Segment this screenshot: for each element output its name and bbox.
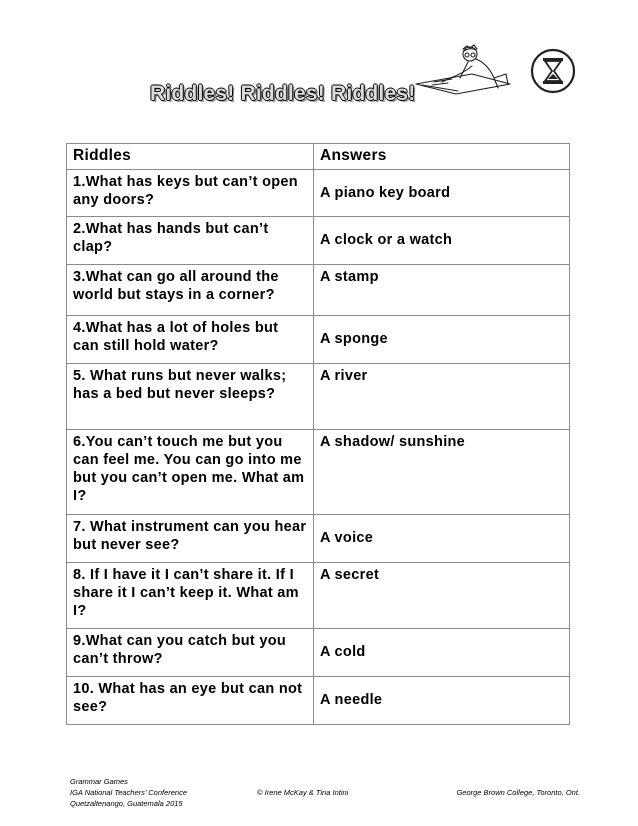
riddle-cell: 2.What has hands but can’t clap?	[67, 217, 314, 265]
riddle-cell: 1.What has keys but can’t open any doors?	[67, 170, 314, 217]
column-header-answers: Answers	[314, 144, 570, 170]
table-row	[67, 265, 570, 316]
riddle-cell: 3.What can go all around the world but stays in a corner?	[67, 265, 314, 316]
answer-cell: A stamp	[314, 265, 570, 316]
table-row	[67, 170, 570, 217]
riddle-cell: 10. What has an eye but can not see?	[67, 677, 314, 725]
answer-cell: A cold	[314, 629, 570, 677]
answer-cell: A piano key board	[314, 170, 570, 217]
table-row	[67, 677, 570, 725]
table-row	[67, 515, 570, 563]
riddle-cell: 4.What has a lot of holes but can still hold water?	[67, 316, 314, 364]
answer-cell: A shadow/ sunshine	[314, 430, 570, 515]
footer-college: George Brown College, Toronto, Ont.	[456, 788, 580, 797]
riddle-cell: 7. What instrument can you hear but never see?	[67, 515, 314, 563]
answer-cell: A river	[314, 364, 570, 430]
footer-course: Grammar Games	[70, 777, 128, 786]
table-row	[67, 217, 570, 265]
page-title: Riddles! Riddles! Riddles!	[150, 82, 416, 105]
riddle-cell: 5. What runs but never walks; has a bed but never sleeps?	[67, 364, 314, 430]
answer-cell: A secret	[314, 563, 570, 629]
person-writing-icon	[412, 44, 512, 102]
page-footer	[70, 776, 580, 809]
footer-location: Quetzaltenango, Guatemala 2015	[70, 799, 183, 808]
table-row	[67, 563, 570, 629]
riddle-cell: 6.You can’t touch me but you can feel me. You can go into me but you can’t open me. What am I?	[67, 430, 314, 515]
table-row	[67, 629, 570, 677]
table-header-row	[67, 144, 570, 170]
table-row	[67, 430, 570, 515]
answer-cell: A voice	[314, 515, 570, 563]
footer-conference: IGA National Teachers’ Conference	[70, 788, 188, 797]
riddle-cell: 8. If I have it I can’t share it. If I share it I can’t keep it. What am I?	[67, 563, 314, 629]
riddle-cell: 9.What can you catch but you can’t throw?	[67, 629, 314, 677]
hourglass-icon	[530, 48, 576, 94]
table-row	[67, 364, 570, 430]
column-header-riddles: Riddles	[67, 144, 314, 170]
footer-copyright: © Irene McKay & Tina Intini	[257, 788, 349, 797]
table-row	[67, 316, 570, 364]
answer-cell: A needle	[314, 677, 570, 725]
answer-cell: A clock or a watch	[314, 217, 570, 265]
riddles-table	[66, 143, 570, 725]
answer-cell: A sponge	[314, 316, 570, 364]
